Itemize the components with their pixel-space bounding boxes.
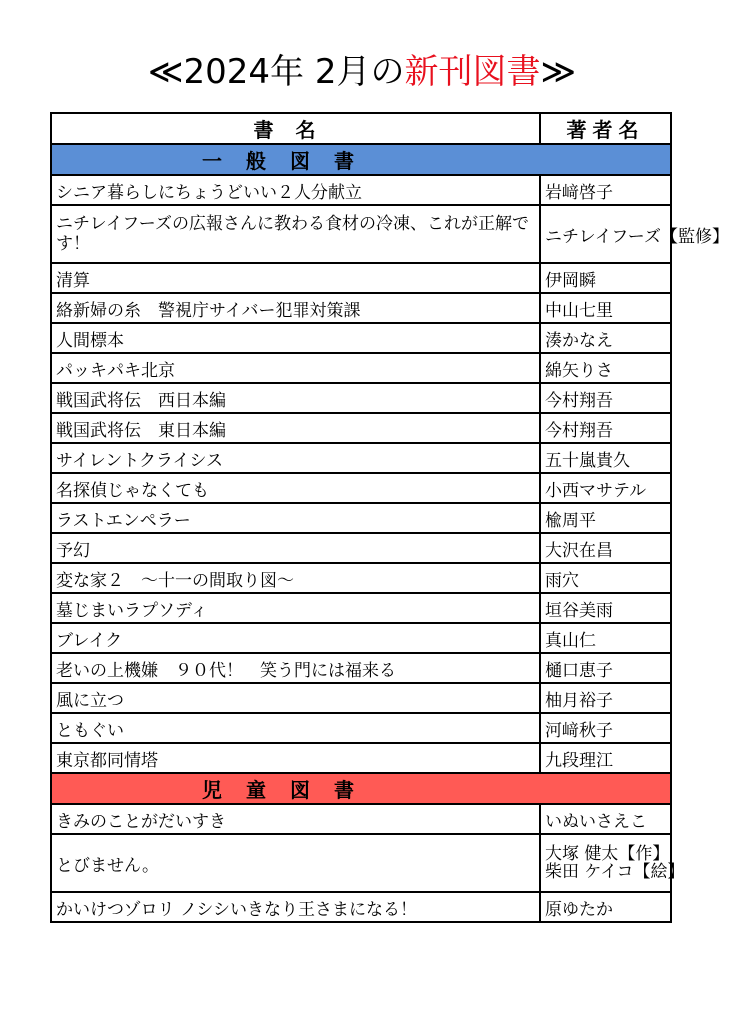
book-author: 楡周平: [540, 503, 671, 533]
book-author: 原ゆたか: [540, 892, 671, 922]
table-row: [51, 175, 671, 205]
book-title: ラストエンペラー: [51, 503, 540, 533]
table-row: [51, 892, 671, 922]
title-prefix: ≪2024年 2月の: [147, 52, 405, 92]
book-title: ブレイク: [51, 623, 540, 653]
table-row: [51, 443, 671, 473]
page-title: [0, 50, 724, 94]
book-author: 河﨑秋子: [540, 713, 671, 743]
book-title: 墓じまいラプソディ: [51, 593, 540, 623]
author-line-1: 大塚 健太【作】: [545, 844, 670, 864]
title-highlight: 新刊図書: [404, 52, 541, 92]
book-title: かいけつゾロリ ノシシいきなり王さまになる！: [51, 892, 540, 922]
book-title: ニチレイフーズの広報さんに教わる食材の冷凍、これが正解です！: [51, 205, 540, 263]
book-title: サイレントクライシス: [51, 443, 540, 473]
section-kids-label: 児童図書: [51, 773, 671, 804]
book-title: パッキパキ北京: [51, 353, 540, 383]
table-row: [51, 353, 671, 383]
book-title: 変な家２ ～十一の間取り図～: [51, 563, 540, 593]
book-author: 今村翔吾: [540, 413, 671, 443]
table-row: [51, 834, 671, 892]
book-title: 戦国武将伝 西日本編: [51, 383, 540, 413]
book-author: いぬいさえこ: [540, 804, 671, 834]
table-row: [51, 473, 671, 503]
book-author: 九段理江: [540, 743, 671, 773]
table-header-row: [51, 113, 671, 144]
book-author: 綿矢りさ: [540, 353, 671, 383]
book-title: とびません。: [51, 834, 540, 892]
book-author: ニチレイフーズ【監修】: [540, 205, 671, 263]
book-author: 小西マサテル: [540, 473, 671, 503]
table-row: [51, 413, 671, 443]
title-suffix: ≫: [540, 52, 577, 92]
table-row: [51, 293, 671, 323]
book-author: 五十嵐貴久: [540, 443, 671, 473]
book-title: 名探偵じゃなくても: [51, 473, 540, 503]
author-line-2: 柴田 ケイコ【絵】: [545, 862, 685, 882]
table-row: [51, 533, 671, 563]
book-title: 清算: [51, 263, 540, 293]
table-row: [51, 205, 671, 263]
book-title: 絡新婦の糸 警視庁サイバー犯罪対策課: [51, 293, 540, 323]
book-title: 東京都同情塔: [51, 743, 540, 773]
table-row: [51, 593, 671, 623]
table-row: [51, 383, 671, 413]
table-row: [51, 563, 671, 593]
table-row: [51, 503, 671, 533]
book-title: 戦国武将伝 東日本編: [51, 413, 540, 443]
book-title: ともぐい: [51, 713, 540, 743]
section-general: [51, 144, 671, 175]
table-row: [51, 263, 671, 293]
book-author: 中山七里: [540, 293, 671, 323]
table-row: [51, 623, 671, 653]
book-author: 岩﨑啓子: [540, 175, 671, 205]
book-title: 老いの上機嫌 ９０代！ 笑う門には福来る: [51, 653, 540, 683]
book-author: 樋口恵子: [540, 653, 671, 683]
table-row: [51, 683, 671, 713]
section-general-label: 一般図書: [51, 144, 671, 175]
book-author: 真山仁: [540, 623, 671, 653]
book-author: 湊かなえ: [540, 323, 671, 353]
table-row: [51, 804, 671, 834]
book-list-table: [50, 112, 729, 923]
section-kids: [51, 773, 671, 804]
book-title: シニア暮らしにちょうどいい２人分献立: [51, 175, 540, 205]
table-row: [51, 323, 671, 353]
book-author: 大沢在昌: [540, 533, 671, 563]
book-title: きみのことがだいすき: [51, 804, 540, 834]
book-title: 風に立つ: [51, 683, 540, 713]
book-title: 予幻: [51, 533, 540, 563]
table-row: [51, 743, 671, 773]
book-title: 人間標本: [51, 323, 540, 353]
book-author: 雨穴: [540, 563, 671, 593]
book-author: 垣谷美雨: [540, 593, 671, 623]
book-author: 柚月裕子: [540, 683, 671, 713]
header-author: 著者名: [540, 113, 671, 144]
book-author: [540, 834, 685, 892]
header-title: 書名: [51, 113, 540, 144]
book-author: 今村翔吾: [540, 383, 671, 413]
table-row: [51, 713, 671, 743]
table-row: [51, 653, 671, 683]
book-author: 伊岡瞬: [540, 263, 671, 293]
